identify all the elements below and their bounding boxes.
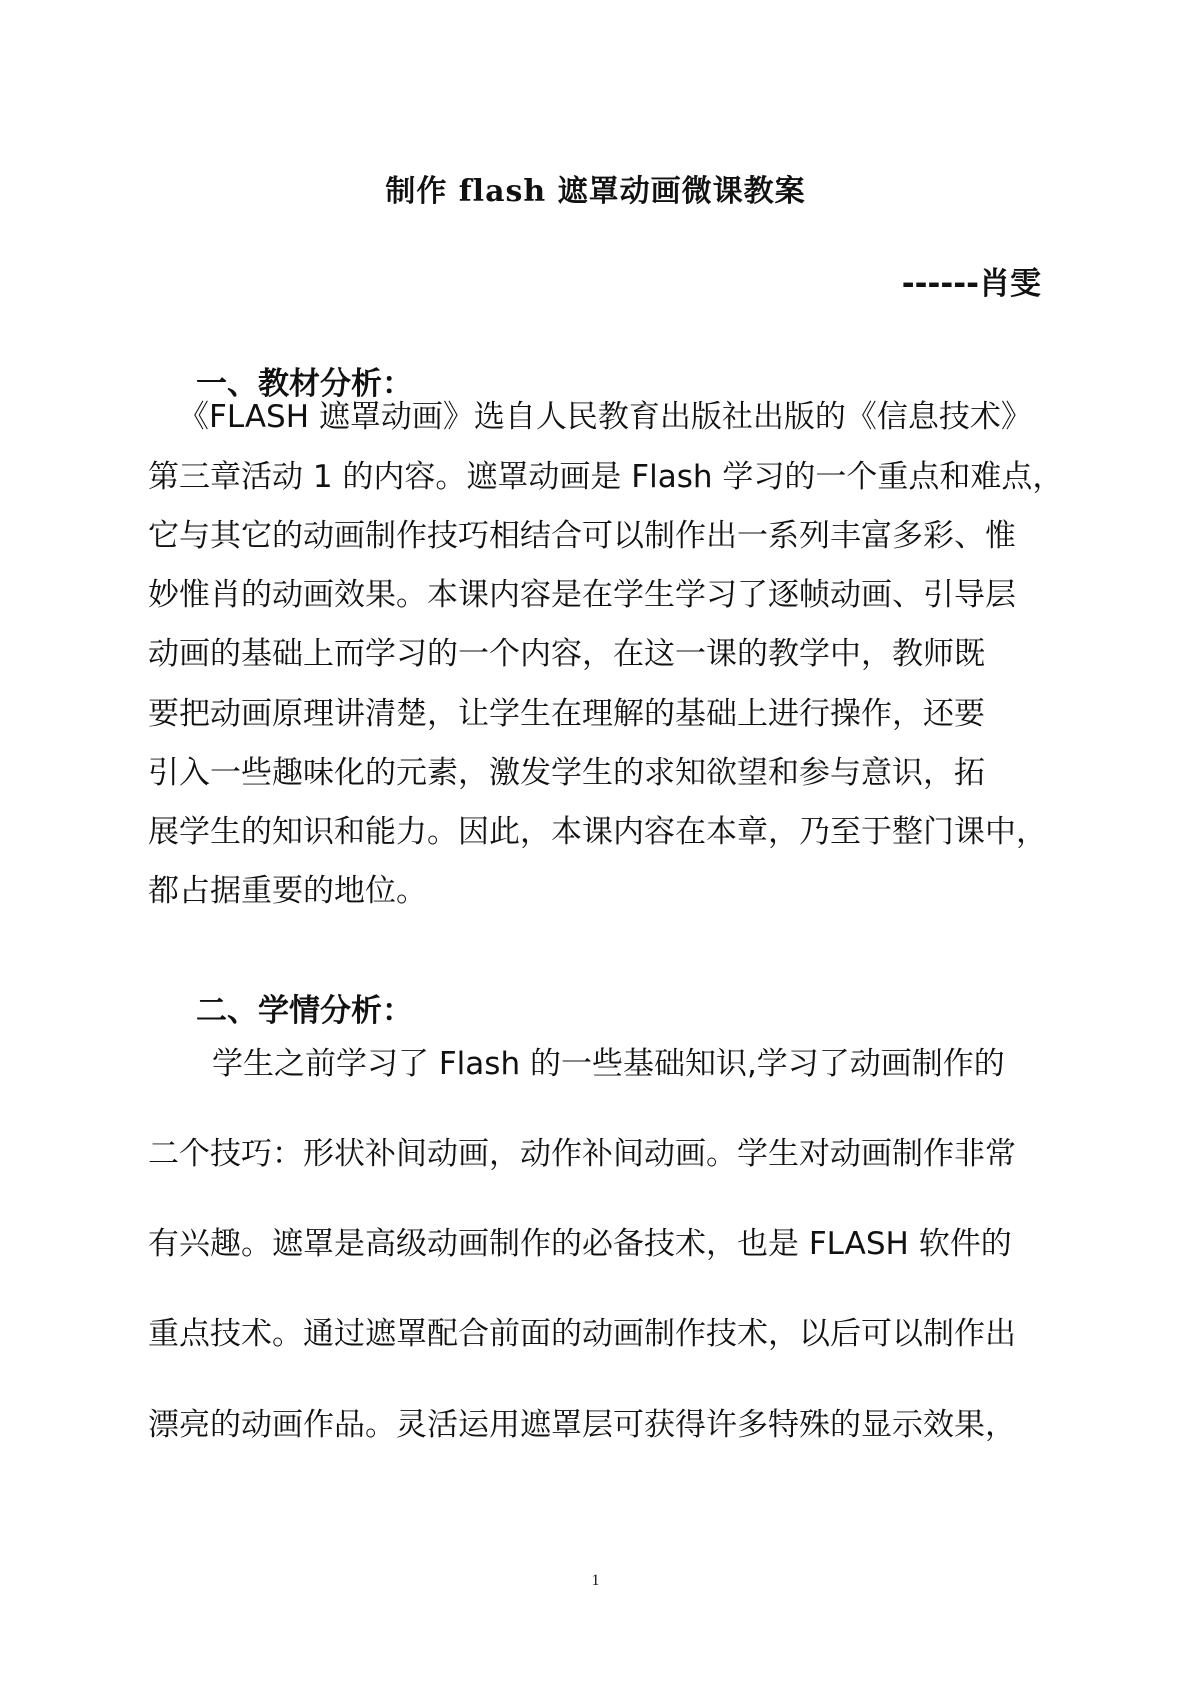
paragraph-line: 有兴趣。遮罩是高级动画制作的必备技术，也是 FLASH 软件的 — [148, 1226, 1012, 1262]
page-number: 1 — [591, 1572, 600, 1589]
paragraph-line: 要把动画原理讲清楚，让学生在理解的基础上进行操作，还要 — [148, 696, 985, 732]
paragraph-line: 都占据重要的地位。 — [148, 873, 427, 909]
paragraph-line: 它与其它的动画制作技巧相结合可以制作出一系列丰富多彩、惟 — [148, 518, 1016, 554]
document-title: 制作 flash 遮罩动画微课教案 — [385, 174, 806, 209]
section-heading-textbook-analysis: 一、教材分析： — [196, 366, 413, 402]
paragraph-line: 动画的基础上而学习的一个内容，在这一课的教学中，教师既 — [148, 636, 985, 672]
paragraph-line: 引入一些趣味化的元素，激发学生的求知欲望和参与意识，拓 — [148, 755, 985, 791]
paragraph-line: 展学生的知识和能力。因此，本课内容在本章，乃至于整门课中， — [148, 814, 1047, 850]
paragraph-line: 二个技巧：形状补间动画，动作补间动画。学生对动画制作非常 — [148, 1136, 1016, 1172]
paragraph-line: 漂亮的动画作品。灵活运用遮罩层可获得许多特殊的显示效果， — [148, 1407, 1016, 1443]
paragraph-line: 妙惟肖的动画效果。本课内容是在学生学习了逐帧动画、引导层 — [148, 577, 1016, 613]
section-heading-learner-analysis: 二、学情分析： — [196, 993, 413, 1029]
paragraph-line: 第三章活动 1 的内容。遮罩动画是 Flash 学习的一个重点和难点， — [148, 459, 1064, 495]
paragraph-line: 学生之前学习了 Flash 的一些基础知识,学习了动画制作的 — [212, 1046, 1005, 1082]
paragraph-line: 《FLASH 遮罩动画》选自人民教育出版社出版的《信息技术》 — [178, 399, 1032, 435]
paragraph-line: 重点技术。通过遮罩配合前面的动画制作技术，以后可以制作出 — [148, 1316, 1016, 1352]
author-name: ------肖雯 — [901, 266, 1041, 302]
